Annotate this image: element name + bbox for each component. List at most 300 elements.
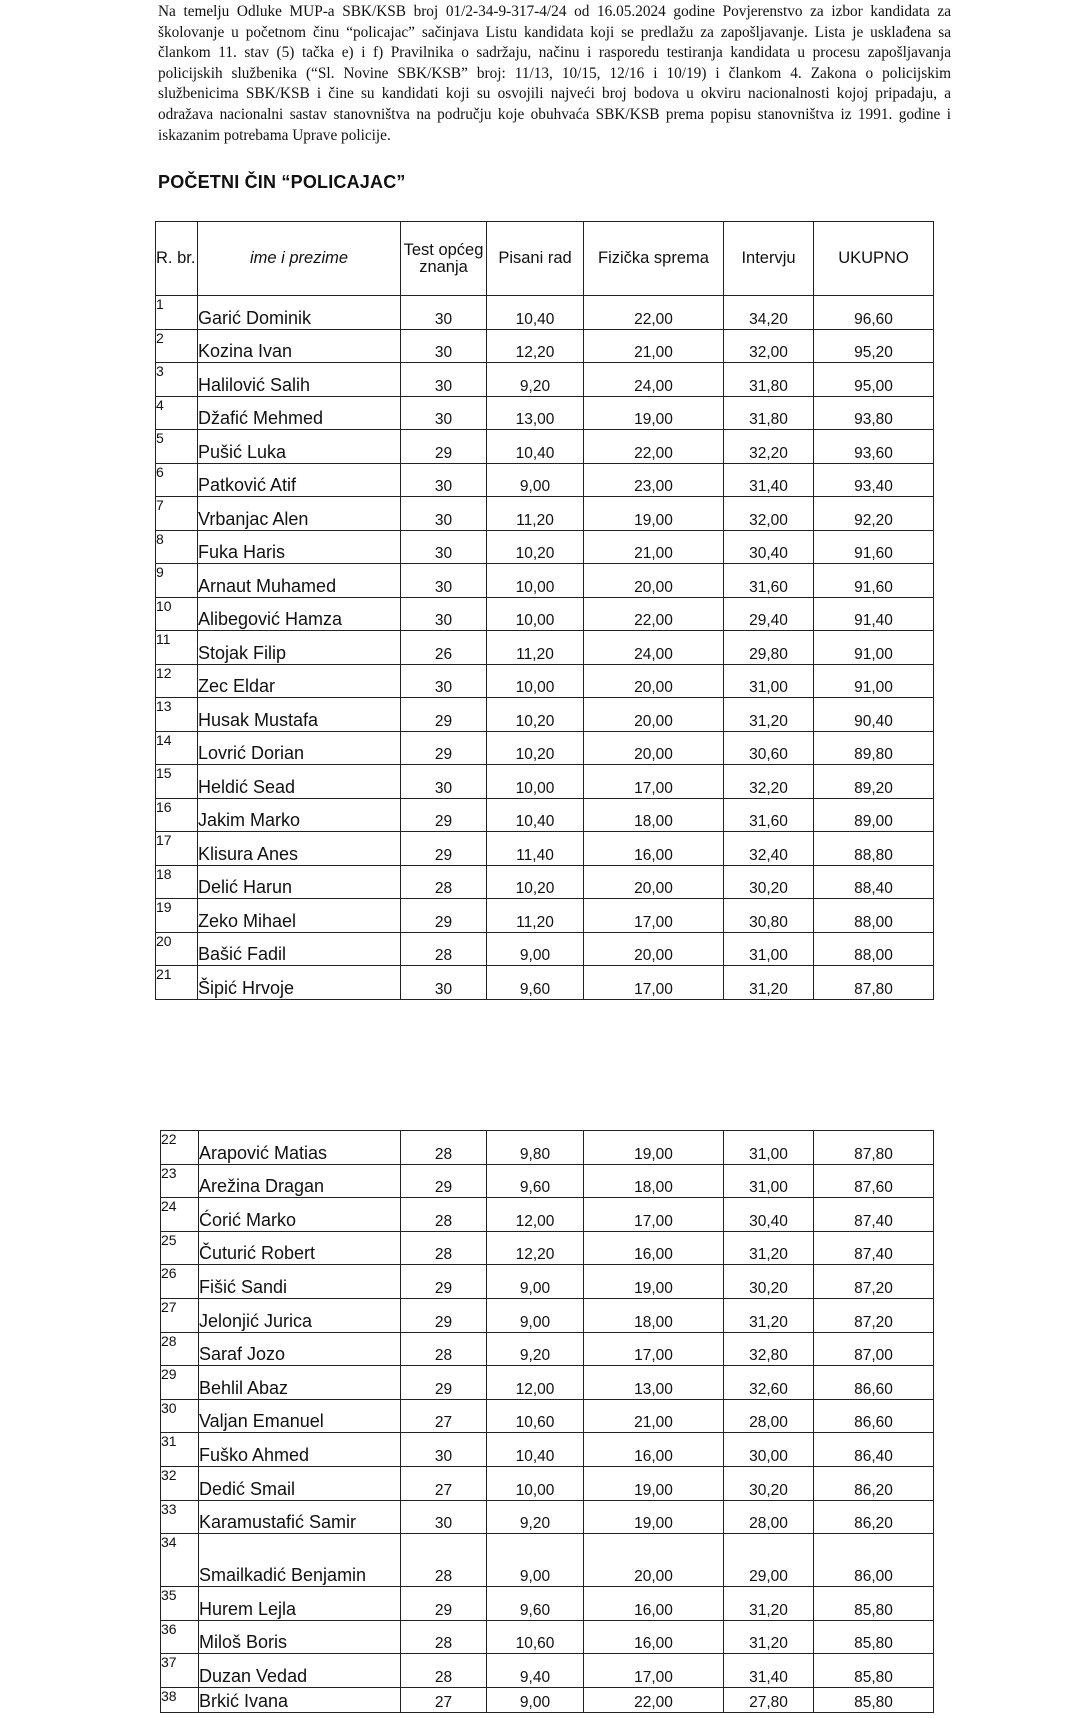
row-number: 26 [161,1265,199,1299]
row-number: 12 [156,664,198,698]
candidate-name: Kozina Ivan [198,329,401,363]
interview-score: 29,40 [724,597,814,631]
table-row [161,1366,934,1400]
column-header-interview: Intervju [724,222,814,296]
fitness-score: 19,00 [584,1500,724,1534]
table-row [156,430,934,464]
test-score: 29 [401,430,487,464]
table-row [161,1620,934,1654]
fitness-score: 16,00 [584,1587,724,1621]
interview-score: 31,40 [724,1654,814,1688]
total-score: 86,60 [814,1366,934,1400]
interview-score: 31,20 [724,1231,814,1265]
total-score: 85,80 [814,1687,934,1712]
table-row [161,1198,934,1232]
table-row [156,631,934,665]
written-score: 10,40 [487,798,584,832]
total-score: 86,00 [814,1534,934,1587]
interview-score: 31,20 [724,966,814,1000]
row-number: 32 [161,1466,199,1500]
fitness-score: 17,00 [584,1654,724,1688]
candidate-name: Behlil Abaz [199,1366,401,1400]
interview-score: 31,00 [724,932,814,966]
test-score: 29 [401,1298,487,1332]
candidate-name: Arapović Matias [199,1131,401,1165]
test-score: 28 [401,1131,487,1165]
candidate-name: Fuka Haris [198,530,401,564]
total-score: 91,60 [814,530,934,564]
fitness-score: 19,00 [584,396,724,430]
interview-score: 30,20 [724,1265,814,1299]
total-score: 86,20 [814,1466,934,1500]
row-number: 4 [156,396,198,430]
candidate-name: Halilović Salih [198,363,401,397]
test-score: 27 [401,1466,487,1500]
test-score: 29 [401,1366,487,1400]
total-score: 93,80 [814,396,934,430]
fitness-score: 16,00 [584,1433,724,1467]
interview-score: 34,20 [724,296,814,330]
interview-score: 32,00 [724,329,814,363]
fitness-score: 21,00 [584,1399,724,1433]
fitness-score: 19,00 [584,497,724,531]
fitness-score: 16,00 [584,1231,724,1265]
test-score: 28 [401,1231,487,1265]
total-score: 89,00 [814,798,934,832]
row-number: 23 [161,1164,199,1198]
test-score: 26 [401,631,487,665]
test-score: 30 [401,966,487,1000]
row-number: 38 [161,1687,199,1712]
row-number: 29 [161,1366,199,1400]
written-score: 9,00 [487,1534,584,1587]
table-row [156,597,934,631]
interview-score: 31,20 [724,1298,814,1332]
fitness-score: 19,00 [584,1131,724,1165]
total-score: 86,60 [814,1399,934,1433]
test-score: 29 [401,698,487,732]
total-score: 88,00 [814,932,934,966]
candidate-name: Duzan Vedad [199,1654,401,1688]
total-score: 89,20 [814,765,934,799]
candidate-name: Čuturić Robert [199,1231,401,1265]
candidate-name: Alibegović Hamza [198,597,401,631]
fitness-score: 18,00 [584,798,724,832]
test-score: 30 [401,765,487,799]
interview-score: 32,40 [724,832,814,866]
column-header-name: ime i prezime [198,222,401,296]
test-score: 30 [401,463,487,497]
column-header-total: UKUPNO [814,222,934,296]
table-row [161,1131,934,1165]
table-row [161,1164,934,1198]
row-number: 3 [156,363,198,397]
test-score: 30 [401,296,487,330]
total-score: 95,00 [814,363,934,397]
table-row [156,664,934,698]
test-score: 28 [401,1620,487,1654]
interview-score: 31,40 [724,463,814,497]
table-body-page-1 [156,296,934,1000]
row-number: 37 [161,1654,199,1688]
written-score: 9,00 [487,1265,584,1299]
interview-score: 31,60 [724,564,814,598]
row-number: 7 [156,497,198,531]
interview-score: 28,00 [724,1500,814,1534]
row-number: 19 [156,899,198,933]
candidate-name: Jakim Marko [198,798,401,832]
interview-score: 30,80 [724,899,814,933]
candidate-name: Vrbanjac Alen [198,497,401,531]
fitness-score: 18,00 [584,1164,724,1198]
candidate-name: Saraf Jozo [199,1332,401,1366]
interview-score: 31,20 [724,698,814,732]
interview-score: 31,20 [724,1620,814,1654]
candidate-name: Klisura Anes [198,832,401,866]
interview-score: 32,20 [724,765,814,799]
table-row [156,698,934,732]
candidate-name: Zeko Mihael [198,899,401,933]
test-score: 30 [401,396,487,430]
table-row [161,1654,934,1688]
interview-score: 31,80 [724,363,814,397]
row-number: 15 [156,765,198,799]
interview-score: 31,60 [724,798,814,832]
test-score: 27 [401,1687,487,1712]
table-row [161,1298,934,1332]
written-score: 9,00 [487,463,584,497]
total-score: 90,40 [814,698,934,732]
table-row [156,798,934,832]
interview-score: 32,00 [724,497,814,531]
interview-score: 32,60 [724,1366,814,1400]
intro-paragraph: Na temelju Odluke MUP-a SBK/KSB broj 01/2-34-9-317-4/24 od 16.05.2024 godine Povjerenstvo za izbor kandidata za školovanje u početnom činu “policajac” sačinjava Listu kandidata koji se predlažu za zapošljavanje. Lista je usklađena sa člankom 11. stav (5) tačka e) i f) Pravilnika o sadržaju, načinu i rasporedu testiranja kandidata u procesu zapošljavanja policijskih službenika (“Sl. Novine SBK/KSB” broj: 11/13, 10/15, 12/16 i 10/19) i člankom 4. Zakona o policijskim službenicima SBK/KSB i čine su kandidati koji su osvojili najveći broj bodova u okviru nacionalnosti kojoj pripadaju, a odražava nacionalni sastav stanovništva na području koje obuhvaća SBK/KSB prema popisu stanovništva iz 1991. godine i iskazanim potrebama Uprave policije. [158,3,951,144]
interview-score: 31,80 [724,396,814,430]
row-number: 17 [156,832,198,866]
written-score: 9,20 [487,1500,584,1534]
table-row [156,329,934,363]
candidate-name: Karamustafić Samir [199,1500,401,1534]
written-score: 12,20 [487,329,584,363]
written-score: 9,40 [487,1654,584,1688]
interview-score: 31,00 [724,1164,814,1198]
candidate-name: Džafić Mehmed [198,396,401,430]
written-score: 10,20 [487,865,584,899]
column-header-written: Pisani rad [487,222,584,296]
row-number: 20 [156,932,198,966]
table-row [161,1399,934,1433]
written-score: 9,60 [487,1587,584,1621]
written-score: 9,00 [487,1298,584,1332]
row-number: 6 [156,463,198,497]
total-score: 96,60 [814,296,934,330]
row-number: 8 [156,530,198,564]
total-score: 88,40 [814,865,934,899]
test-score: 29 [401,1587,487,1621]
written-score: 13,00 [487,396,584,430]
candidate-name: Dedić Smail [199,1466,401,1500]
interview-score: 32,20 [724,430,814,464]
table-row [161,1231,934,1265]
candidate-name: Heldić Sead [198,765,401,799]
written-score: 10,20 [487,530,584,564]
row-number: 5 [156,430,198,464]
fitness-score: 21,00 [584,530,724,564]
test-score: 30 [401,497,487,531]
fitness-score: 22,00 [584,597,724,631]
fitness-score: 20,00 [584,932,724,966]
test-score: 28 [401,1198,487,1232]
column-header-test: Test općeg znanja [401,222,487,296]
written-score: 10,20 [487,731,584,765]
fitness-score: 23,00 [584,463,724,497]
table-row [156,497,934,531]
candidate-name: Šipić Hrvoje [198,966,401,1000]
candidate-name: Brkić Ivana [199,1687,401,1712]
candidate-name: Arnaut Muhamed [198,564,401,598]
written-score: 11,20 [487,631,584,665]
test-score: 28 [401,932,487,966]
test-score: 30 [401,329,487,363]
row-number: 11 [156,631,198,665]
written-score: 10,40 [487,430,584,464]
fitness-score: 20,00 [584,664,724,698]
table-row [156,530,934,564]
total-score: 86,40 [814,1433,934,1467]
table-row [161,1687,934,1712]
test-score: 30 [401,597,487,631]
column-header-fitness: Fizička sprema [584,222,724,296]
candidate-name: Stojak Filip [198,631,401,665]
table-row [161,1332,934,1366]
row-number: 36 [161,1620,199,1654]
candidate-name: Lovrić Dorian [198,731,401,765]
table-row [156,899,934,933]
test-score: 29 [401,1164,487,1198]
fitness-score: 20,00 [584,731,724,765]
candidate-name: Miloš Boris [199,1620,401,1654]
fitness-score: 21,00 [584,329,724,363]
row-number: 33 [161,1500,199,1534]
written-score: 11,20 [487,497,584,531]
written-score: 11,20 [487,899,584,933]
candidate-name: Smailkadić Benjamin [199,1534,401,1587]
table-row [161,1265,934,1299]
interview-score: 29,00 [724,1534,814,1587]
written-score: 12,20 [487,1231,584,1265]
written-score: 9,00 [487,1687,584,1712]
candidate-name: Hurem Lejla [199,1587,401,1621]
total-score: 93,60 [814,430,934,464]
total-score: 86,20 [814,1500,934,1534]
row-number: 21 [156,966,198,1000]
row-number: 35 [161,1587,199,1621]
written-score: 10,00 [487,564,584,598]
total-score: 89,80 [814,731,934,765]
row-number: 13 [156,698,198,732]
written-score: 10,00 [487,597,584,631]
row-number: 31 [161,1433,199,1467]
fitness-score: 20,00 [584,865,724,899]
written-score: 12,00 [487,1198,584,1232]
interview-score: 30,20 [724,1466,814,1500]
total-score: 85,80 [814,1654,934,1688]
total-score: 91,00 [814,631,934,665]
fitness-score: 16,00 [584,832,724,866]
total-score: 95,20 [814,329,934,363]
table-row [161,1433,934,1467]
written-score: 9,80 [487,1131,584,1165]
fitness-score: 13,00 [584,1366,724,1400]
fitness-score: 20,00 [584,1534,724,1587]
total-score: 92,20 [814,497,934,531]
table-header-row [156,222,934,296]
test-score: 29 [401,899,487,933]
candidates-table-page-1 [155,221,934,1000]
fitness-score: 17,00 [584,1198,724,1232]
row-number: 18 [156,865,198,899]
written-score: 12,00 [487,1366,584,1400]
row-number: 27 [161,1298,199,1332]
table-row [156,396,934,430]
row-number: 16 [156,798,198,832]
interview-score: 31,20 [724,1587,814,1621]
written-score: 9,00 [487,932,584,966]
table-row [156,765,934,799]
candidate-name: Jelonjić Jurica [199,1298,401,1332]
test-score: 30 [401,564,487,598]
total-score: 87,40 [814,1231,934,1265]
candidate-name: Arežina Dragan [199,1164,401,1198]
written-score: 10,20 [487,698,584,732]
section-title: POČETNI ČIN “POLICAJAC” [158,172,406,192]
row-number: 28 [161,1332,199,1366]
fitness-score: 16,00 [584,1620,724,1654]
candidate-name: Fuško Ahmed [199,1433,401,1467]
fitness-score: 17,00 [584,966,724,1000]
fitness-score: 24,00 [584,631,724,665]
table-row [161,1466,934,1500]
total-score: 88,80 [814,832,934,866]
row-number: 1 [156,296,198,330]
table-row [156,966,934,1000]
fitness-score: 18,00 [584,1298,724,1332]
total-score: 87,20 [814,1265,934,1299]
table-row [156,363,934,397]
total-score: 93,40 [814,463,934,497]
test-score: 27 [401,1399,487,1433]
interview-score: 32,80 [724,1332,814,1366]
candidate-name: Delić Harun [198,865,401,899]
table-row [156,865,934,899]
written-score: 9,20 [487,363,584,397]
fitness-score: 20,00 [584,564,724,598]
interview-score: 30,00 [724,1433,814,1467]
written-score: 9,60 [487,1164,584,1198]
fitness-score: 20,00 [584,698,724,732]
total-score: 91,40 [814,597,934,631]
table-row [161,1534,934,1587]
interview-score: 30,40 [724,1198,814,1232]
candidate-name: Ćorić Marko [199,1198,401,1232]
fitness-score: 19,00 [584,1265,724,1299]
total-score: 91,60 [814,564,934,598]
row-number: 30 [161,1399,199,1433]
test-score: 30 [401,1500,487,1534]
row-number: 25 [161,1231,199,1265]
test-score: 28 [401,1534,487,1587]
candidates-table-page-2 [160,1130,934,1713]
written-score: 9,60 [487,966,584,1000]
table-row [161,1587,934,1621]
candidate-name: Fišić Sandi [199,1265,401,1299]
test-score: 28 [401,1654,487,1688]
fitness-score: 17,00 [584,899,724,933]
written-score: 9,20 [487,1332,584,1366]
test-score: 29 [401,798,487,832]
fitness-score: 22,00 [584,430,724,464]
total-score: 87,20 [814,1298,934,1332]
test-score: 29 [401,1265,487,1299]
test-score: 29 [401,832,487,866]
fitness-score: 17,00 [584,1332,724,1366]
table-row [156,564,934,598]
row-number: 2 [156,329,198,363]
table-row [156,832,934,866]
candidate-name: Husak Mustafa [198,698,401,732]
total-score: 87,80 [814,1131,934,1165]
candidate-name: Garić Dominik [198,296,401,330]
row-number: 10 [156,597,198,631]
interview-score: 30,20 [724,865,814,899]
fitness-score: 22,00 [584,296,724,330]
test-score: 30 [401,664,487,698]
candidate-name: Pušić Luka [198,430,401,464]
written-score: 10,00 [487,765,584,799]
row-number: 22 [161,1131,199,1165]
total-score: 87,60 [814,1164,934,1198]
column-header-rb: R. br. [156,222,198,296]
row-number: 34 [161,1534,199,1587]
candidate-name: Patković Atif [198,463,401,497]
candidate-name: Bašić Fadil [198,932,401,966]
table-body-page-2 [161,1131,934,1713]
row-number: 14 [156,731,198,765]
interview-score: 31,00 [724,664,814,698]
written-score: 10,40 [487,1433,584,1467]
table-row [156,731,934,765]
test-score: 30 [401,530,487,564]
interview-score: 31,00 [724,1131,814,1165]
candidate-name: Valjan Emanuel [199,1399,401,1433]
fitness-score: 24,00 [584,363,724,397]
total-score: 85,80 [814,1620,934,1654]
written-score: 10,00 [487,664,584,698]
total-score: 88,00 [814,899,934,933]
table-row [156,296,934,330]
total-score: 87,80 [814,966,934,1000]
written-score: 10,60 [487,1620,584,1654]
written-score: 10,00 [487,1466,584,1500]
test-score: 30 [401,363,487,397]
test-score: 30 [401,1433,487,1467]
table-row [161,1500,934,1534]
total-score: 85,80 [814,1587,934,1621]
written-score: 10,60 [487,1399,584,1433]
test-score: 28 [401,1332,487,1366]
fitness-score: 19,00 [584,1466,724,1500]
written-score: 10,40 [487,296,584,330]
